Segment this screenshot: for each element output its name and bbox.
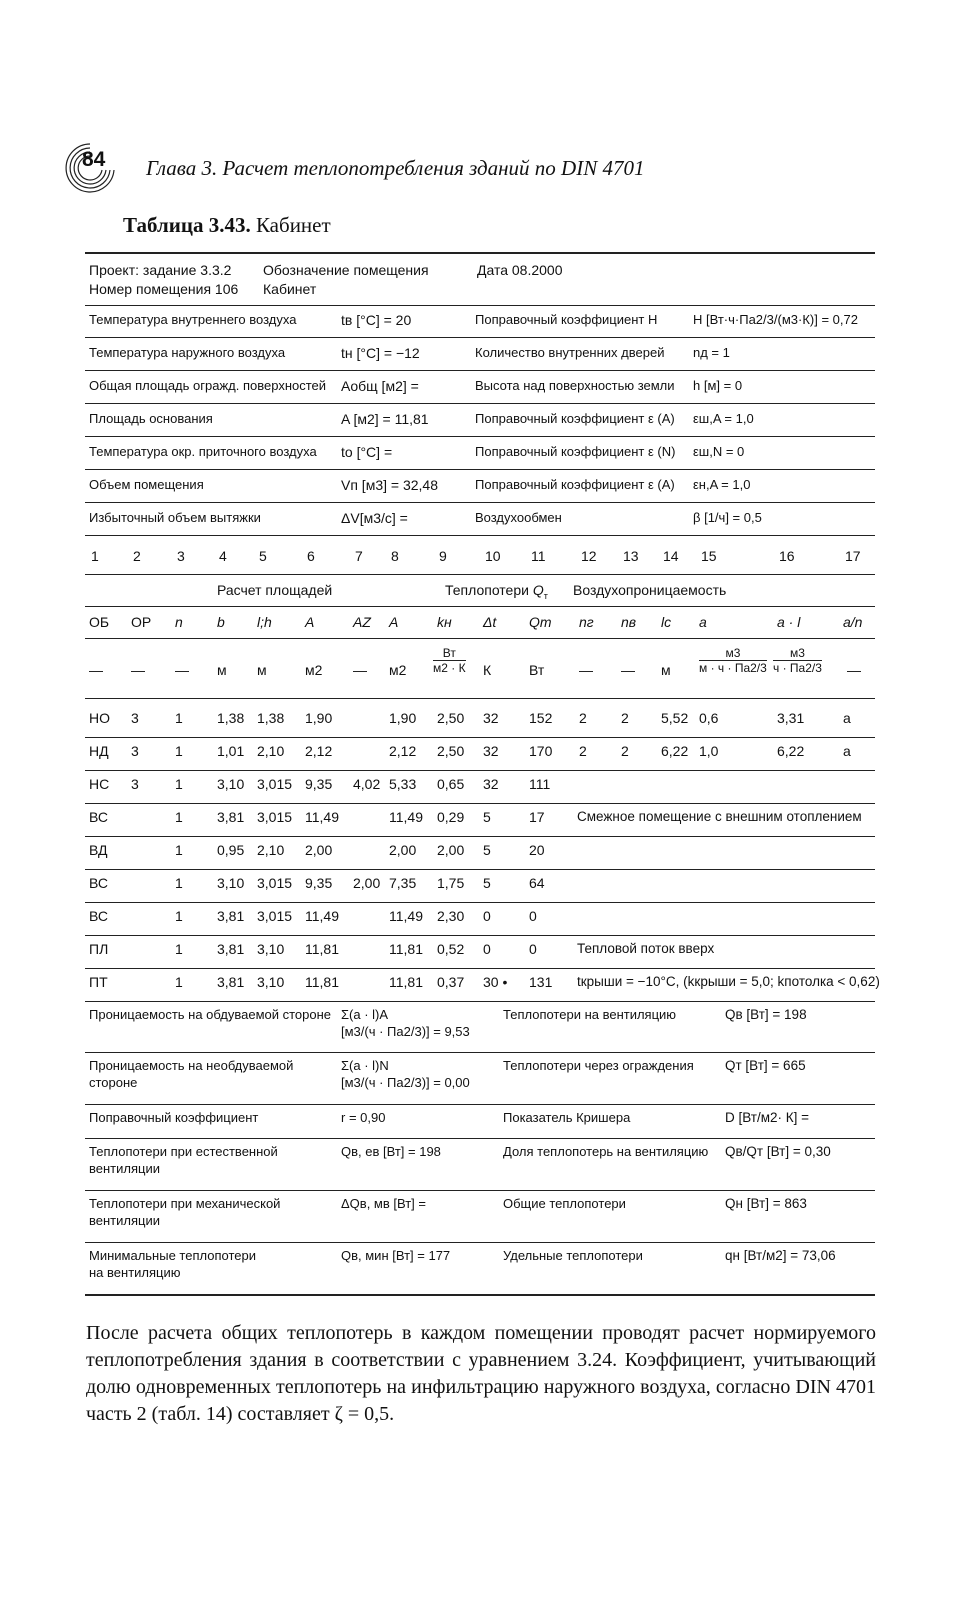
summary-value: Qн [Вт] = 863 xyxy=(725,1196,807,1211)
column-number: 14 xyxy=(663,548,679,564)
unit-w-per-m2k xyxy=(433,646,466,675)
table-cell: 3 xyxy=(131,743,139,759)
table-cell: 2,30 xyxy=(437,908,465,924)
unit-m2: м2 xyxy=(305,662,323,678)
table-cell: 6,22 xyxy=(661,743,689,759)
column-number: 1 xyxy=(91,548,99,564)
column-symbol: kн xyxy=(437,614,452,630)
param-label: Высота над поверхностью земли xyxy=(475,378,675,393)
date-label: Дата 08.2000 xyxy=(477,262,563,278)
table-cell: 2,50 xyxy=(437,710,465,726)
table-cell: 0 xyxy=(483,908,491,924)
table-cell: 2,00 xyxy=(305,842,333,858)
param-label: Поправочный коэффициент ε (N) xyxy=(475,444,676,459)
summary-value: Σ(a · l)N xyxy=(341,1058,389,1073)
unit-w: Вт xyxy=(529,662,545,678)
column-number: 4 xyxy=(219,548,227,564)
param-value: h [м] = 0 xyxy=(693,378,743,393)
summary-value: ΔQв, мв [Вт] = xyxy=(341,1196,427,1211)
table-cell: 32 xyxy=(483,710,499,726)
summary-value: Qв, ев [Вт] = 198 xyxy=(341,1144,441,1159)
table-cell: ВД xyxy=(89,842,108,858)
table-cell: 1 xyxy=(175,809,183,825)
column-number: 8 xyxy=(391,548,399,564)
param-value: εш,A = 1,0 xyxy=(693,411,754,426)
column-number: 15 xyxy=(701,548,717,564)
unit-k: К xyxy=(483,662,492,678)
unit-al xyxy=(773,646,822,675)
summary-value: Qт [Вт] = 665 xyxy=(725,1058,806,1073)
column-symbol: n xyxy=(175,614,183,630)
table-cell: 3 xyxy=(131,710,139,726)
table-cell: 11,49 xyxy=(389,809,423,825)
param-value: εн,A = 1,0 xyxy=(693,477,751,492)
unit-denominator: м · ч · Па2/3 xyxy=(699,661,767,675)
room-name: Кабинет xyxy=(263,281,317,297)
table-cell: 0 xyxy=(529,908,537,924)
column-number: 7 xyxy=(355,548,363,564)
column-symbol: a/n xyxy=(843,614,863,630)
param-value: εш,N = 0 xyxy=(693,444,745,459)
param-value: nд = 1 xyxy=(693,345,730,360)
param-label: Объем помещения xyxy=(89,477,204,492)
table-cell: 11,49 xyxy=(389,908,423,924)
param-label: Количество внутренних дверей xyxy=(475,345,665,360)
table-cell: 5 xyxy=(483,809,491,825)
table-cell: 3,81 xyxy=(217,809,245,825)
column-symbol: Δt xyxy=(483,614,497,630)
table-cell: 3,10 xyxy=(217,776,245,792)
param-label: Температура наружного воздуха xyxy=(89,345,286,360)
summary-value: Qв/Qт [Вт] = 0,30 xyxy=(725,1144,831,1159)
row-note: tкрыши = −10°C, (kкрыши = 5,0; kпотолка < 0,62) xyxy=(577,974,880,989)
summary-label: Теплопотери при механической xyxy=(89,1196,281,1211)
param-value: β [1/ч] = 0,5 xyxy=(693,510,762,525)
table-cell: 9,35 xyxy=(305,875,333,891)
column-number: 13 xyxy=(623,548,639,564)
column-number: 16 xyxy=(779,548,795,564)
summary-label: Доля теплопотерь на вентиляцию xyxy=(503,1144,709,1159)
table-cell: 11,81 xyxy=(305,941,339,957)
table-cell: 1 xyxy=(175,842,183,858)
summary-label: Проницаемость на необдуваемой xyxy=(89,1058,294,1073)
param-label: Температура окр. приточного воздуха xyxy=(89,444,317,459)
body-paragraph: После расчета общих теплопотерь в каждом помещении проводят расчет нормируемого теплопотребления здания в соответствии с уравнением 3.24. Коэффициент, учитывающий долю одновременных теплопотерь на инфильтрацию наружного воздуха, согласно DIN 4701 часть 2 (табл. 14) составляет ζ = 0,5. xyxy=(86,1322,876,1425)
summary-label: Поправочный коэффициент xyxy=(89,1110,259,1125)
column-symbol: nв xyxy=(621,614,637,630)
table-caption-number: Таблица 3.43. xyxy=(123,213,251,237)
table-cell: 3,10 xyxy=(257,941,285,957)
summary-label: Теплопотери при естественной xyxy=(89,1144,278,1159)
column-number: 11 xyxy=(531,548,546,564)
table-cell: 11,49 xyxy=(305,809,339,825)
table-cell: 2,12 xyxy=(389,743,417,759)
table-cell: 3,81 xyxy=(217,908,245,924)
param-value: tо [°C] = xyxy=(341,444,393,460)
table-cell: 0,95 xyxy=(217,842,245,858)
unit-dash: — xyxy=(621,662,635,678)
column-symbol: l;h xyxy=(257,614,272,630)
group-loss-header: Теплопотери $Q_т$ xyxy=(445,582,548,601)
summary-value: D [Вт/м2· К] = xyxy=(725,1110,810,1125)
table-cell: 3,81 xyxy=(217,941,245,957)
table-cell: 5,33 xyxy=(389,776,417,792)
summary-label: стороне xyxy=(89,1075,138,1090)
table-cell: 1,90 xyxy=(389,710,417,726)
table-cell: 4,02 xyxy=(353,776,381,792)
column-symbol: lс xyxy=(661,614,672,630)
table-cell: 3,81 xyxy=(217,974,245,990)
column-symbol: b xyxy=(217,614,225,630)
table-cell: 17 xyxy=(529,809,545,825)
column-number: 12 xyxy=(581,548,597,564)
summary-label: Теплопотери на вентиляцию xyxy=(503,1007,677,1022)
table-cell: 3,015 xyxy=(257,908,293,924)
table-cell: 11,81 xyxy=(389,974,423,990)
table-cell: 11,49 xyxy=(305,908,339,924)
param-value: Aобщ [м2] = xyxy=(341,378,419,394)
table-cell: 2,00 xyxy=(353,875,381,891)
project-label: Проект: задание 3.3.2 xyxy=(89,262,232,278)
unit-denominator: ч · Па2/3 xyxy=(773,661,822,675)
table-cell: ВС xyxy=(89,908,108,924)
table-cell: 1,90 xyxy=(305,710,333,726)
table-cell: НО xyxy=(89,710,110,726)
table-cell: 131 xyxy=(529,974,553,990)
table-cell: 3,015 xyxy=(257,809,293,825)
table-cell: 30 • xyxy=(483,974,508,990)
table-cell: 0 xyxy=(483,941,491,957)
column-symbol: Qт xyxy=(529,614,552,630)
summary-value: [м3/(ч · Па2/3)] = 9,53 xyxy=(341,1024,470,1039)
column-number: 6 xyxy=(307,548,315,564)
unit-denominator: м2 · К xyxy=(433,661,466,675)
table-cell: 2 xyxy=(621,710,629,726)
column-number: 10 xyxy=(485,548,501,564)
param-value: ΔV[м3/с] = xyxy=(341,510,408,526)
table-cell: ВС xyxy=(89,875,108,891)
param-value: H [Вт·ч·Па2/3/(м3·К)] = 0,72 xyxy=(693,312,858,327)
table-cell: 6,22 xyxy=(777,743,805,759)
summary-label: Удельные теплопотери xyxy=(503,1248,643,1263)
table-cell: 3,10 xyxy=(217,875,245,891)
unit-numerator: м3 xyxy=(773,646,822,661)
table-cell: НД xyxy=(89,743,109,759)
column-symbol: ОР xyxy=(131,614,152,630)
table-cell: 0,6 xyxy=(699,710,719,726)
summary-label: вентиляции xyxy=(89,1161,160,1176)
param-label: Температура внутреннего воздуха xyxy=(89,312,297,327)
unit-dash: — xyxy=(847,662,861,678)
table-cell: 11,81 xyxy=(389,941,423,957)
param-value: A [м2] = 11,81 xyxy=(341,411,429,427)
table-cell: 111 xyxy=(529,776,551,792)
row-note: Тепловой поток вверх xyxy=(577,941,715,956)
table-cell: 9,35 xyxy=(305,776,333,792)
table-cell: ВС xyxy=(89,809,108,825)
table-cell: 5,52 xyxy=(661,710,689,726)
summary-label: Минимальные теплопотери xyxy=(89,1248,256,1263)
table-cell: ПЛ xyxy=(89,941,109,957)
table-cell: 1,01 xyxy=(217,743,245,759)
unit-numerator: Вт xyxy=(433,646,466,661)
table-cell: 0,37 xyxy=(437,974,465,990)
param-label: Площадь основания xyxy=(89,411,213,426)
column-symbol: AZ xyxy=(353,614,371,630)
table-cell: 3,015 xyxy=(257,776,293,792)
table-cell: 5 xyxy=(483,842,491,858)
unit-m2: м2 xyxy=(389,662,407,678)
room-number: Номер помещения 106 xyxy=(89,281,239,297)
table-cell: НС xyxy=(89,776,110,792)
param-value: tн [°C] = −12 xyxy=(341,345,420,361)
unit-dash: — xyxy=(353,662,367,678)
summary-label: вентиляции xyxy=(89,1213,160,1228)
table-cell: 0,65 xyxy=(437,776,465,792)
table-cell: 1,75 xyxy=(437,875,465,891)
table-cell: 3,015 xyxy=(257,875,293,891)
table-cell: 2 xyxy=(621,743,629,759)
row-note: Смежное помещение с внешним отоплением xyxy=(577,809,862,824)
summary-label: Проницаемость на обдуваемой стороне xyxy=(89,1007,332,1022)
summary-label: Теплопотери через ограждения xyxy=(503,1058,694,1073)
column-symbol: ОБ xyxy=(89,614,110,630)
summary-value: Σ(a · l)A xyxy=(341,1007,389,1022)
param-label: Воздухообмен xyxy=(475,510,562,525)
param-value: Vп [м3] = 32,48 xyxy=(341,477,438,493)
table-cell: 170 xyxy=(529,743,553,759)
table-cell: 3,31 xyxy=(777,710,805,726)
unit-m: м xyxy=(257,662,267,678)
table-cell: 1 xyxy=(175,941,183,957)
table-cell: 1 xyxy=(175,875,183,891)
column-number: 9 xyxy=(439,548,447,564)
table-cell: 1 xyxy=(175,710,183,726)
page-number: 84 xyxy=(82,148,106,171)
table-cell: 2 xyxy=(579,710,587,726)
table-cell: 0,52 xyxy=(437,941,465,957)
unit-dash: — xyxy=(579,662,593,678)
column-number: 17 xyxy=(845,548,861,564)
param-label: Поправочный коэффициент ε (A) xyxy=(475,477,675,492)
summary-label: на вентиляцию xyxy=(89,1265,181,1280)
param-value: tв [°C] = 20 xyxy=(341,312,412,328)
column-symbol: A xyxy=(305,614,315,630)
summary-label: Общие теплопотери xyxy=(503,1196,626,1211)
table-cell: a xyxy=(843,710,851,726)
param-label: Общая площадь огражд. поверхностей xyxy=(89,378,327,393)
table-cell: 2,50 xyxy=(437,743,465,759)
table-cell: 3,10 xyxy=(257,974,285,990)
table-cell: 64 xyxy=(529,875,545,891)
table-cell: 2,12 xyxy=(305,743,333,759)
column-number: 2 xyxy=(133,548,141,564)
column-symbol: a xyxy=(699,614,707,630)
table-cell: 2,10 xyxy=(257,743,285,759)
column-symbol: A xyxy=(389,614,399,630)
summary-label: Показатель Кришера xyxy=(503,1110,631,1125)
column-number: 3 xyxy=(177,548,185,564)
table-cell: 1 xyxy=(175,743,183,759)
table-cell: 11,81 xyxy=(305,974,339,990)
summary-value: Qв, мин [Вт] = 177 xyxy=(341,1248,451,1263)
summary-value: qн [Вт/м2] = 73,06 xyxy=(725,1248,836,1263)
summary-value: r = 0,90 xyxy=(341,1110,386,1125)
table-cell: 2 xyxy=(579,743,587,759)
unit-dash: — xyxy=(175,662,189,678)
summary-value: [м3/(ч · Па2/3)] = 0,00 xyxy=(341,1075,470,1090)
table-cell: 1,0 xyxy=(699,743,719,759)
table-cell: 7,35 xyxy=(389,875,417,891)
table-cell: 2,00 xyxy=(389,842,417,858)
table-cell: 2,10 xyxy=(257,842,285,858)
table-cell: 3 xyxy=(131,776,139,792)
table-cell: 0 xyxy=(529,941,537,957)
table-cell: 1 xyxy=(175,908,183,924)
column-symbol: nг xyxy=(579,614,594,630)
column-symbol: a · l xyxy=(777,614,801,630)
summary-value: Qв [Вт] = 198 xyxy=(725,1007,807,1022)
table-caption xyxy=(123,213,331,238)
table-cell: 1 xyxy=(175,776,183,792)
unit-a xyxy=(699,646,767,675)
unit-dash: — xyxy=(89,662,103,678)
table-cell: 1 xyxy=(175,974,183,990)
param-label: Поправочный коэффициент H xyxy=(475,312,658,327)
table-cell: 1,38 xyxy=(217,710,245,726)
page-header xyxy=(62,140,902,200)
table-cell: 32 xyxy=(483,743,499,759)
chapter-title: Глава 3. Расчет теплопотребления зданий по DIN 4701 xyxy=(146,156,645,180)
unit-numerator: м3 xyxy=(699,646,767,661)
group-perm-header: Воздухопроницаемость xyxy=(573,582,727,598)
unit-dash: — xyxy=(131,662,145,678)
table-cell: 20 xyxy=(529,842,545,858)
table-cell: a xyxy=(843,743,851,759)
unit-m: м xyxy=(217,662,227,678)
room-label: Обозначение помещения xyxy=(263,262,429,278)
param-label: Избыточный объем вытяжки xyxy=(89,510,261,525)
param-label: Поправочный коэффициент ε (A) xyxy=(475,411,675,426)
table-cell: 32 xyxy=(483,776,499,792)
table-cell: 1,38 xyxy=(257,710,285,726)
table-cell: ПТ xyxy=(89,974,108,990)
table-cell: 0,29 xyxy=(437,809,465,825)
column-number: 5 xyxy=(259,548,267,564)
unit-m: м xyxy=(661,662,671,678)
group-area-header: Расчет площадей xyxy=(217,582,333,598)
table-cell: 2,00 xyxy=(437,842,465,858)
table-caption-text: Кабинет xyxy=(255,213,331,237)
table-cell: 152 xyxy=(529,710,553,726)
table-cell: 5 xyxy=(483,875,491,891)
